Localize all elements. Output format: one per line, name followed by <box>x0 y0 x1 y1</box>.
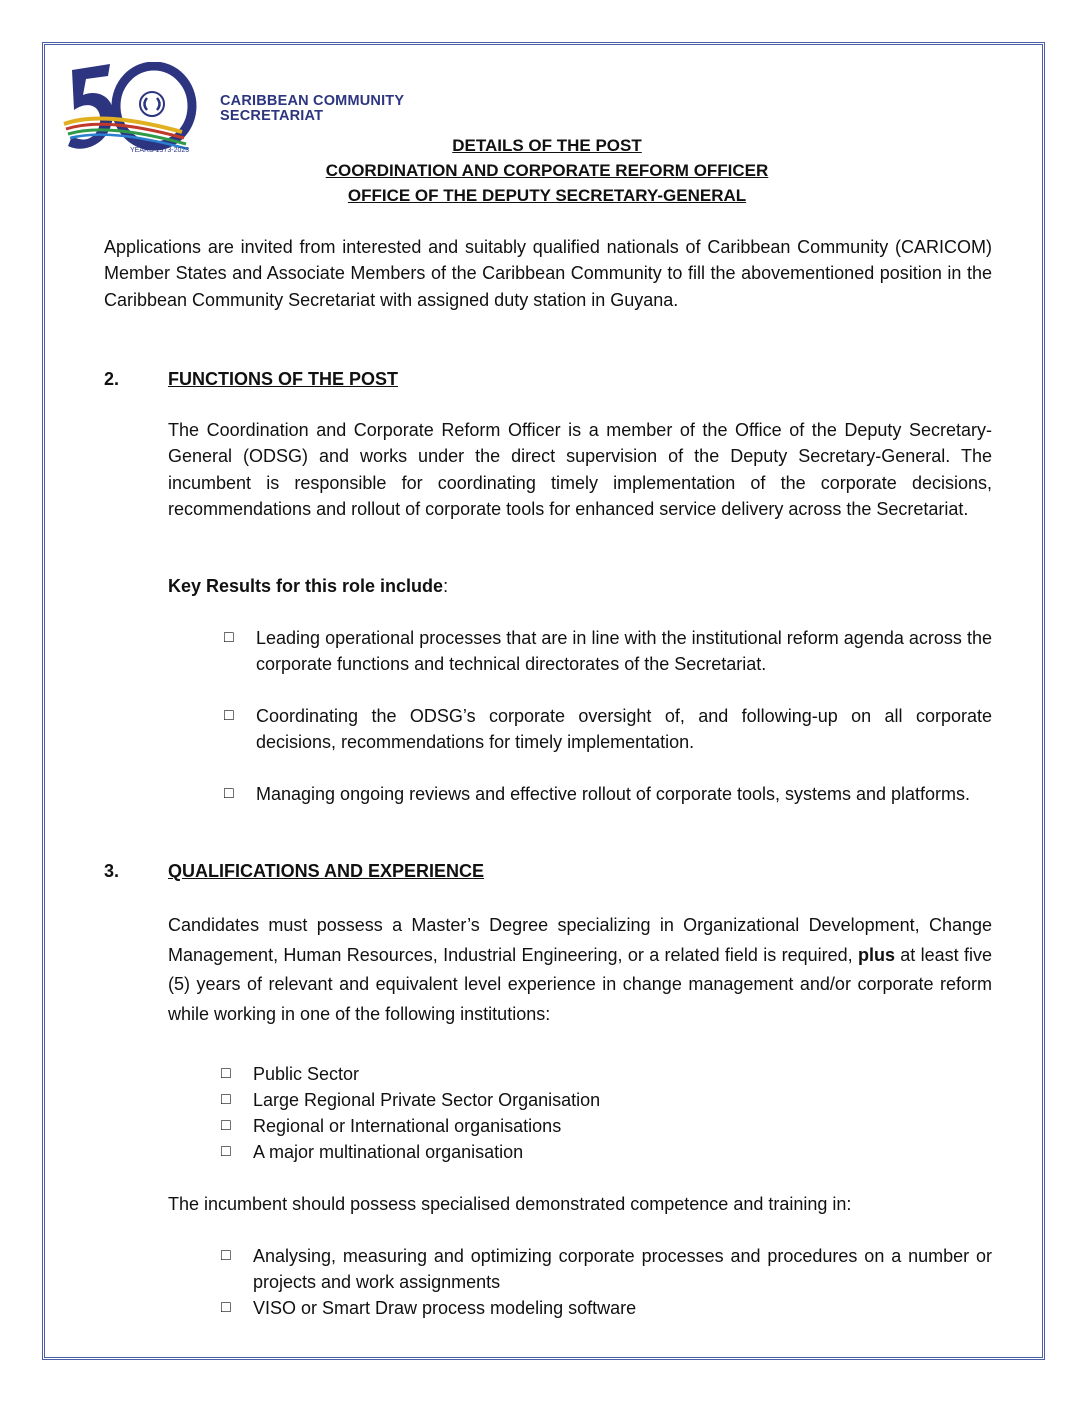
bullet-glyph: □ <box>221 1065 231 1082</box>
competence-item: VISO or Smart Draw process modeling software <box>253 1298 637 1318</box>
bullet-glyph: □ <box>224 629 234 646</box>
competence-item: Analysing, measuring and optimizing corporate processes and procedures on a number or projects and work assignments <box>253 1246 992 1293</box>
title-office: OFFICE OF THE DEPUTY SECRETARY-GENERAL <box>347 186 747 205</box>
bullet-glyph: □ <box>221 1091 231 1108</box>
bullet-glyph: □ <box>224 707 234 724</box>
section-2-number: 2. <box>104 369 120 389</box>
qualifications-paragraph <box>168 911 992 1029</box>
key-result-item: Managing ongoing reviews and effective rollout of corporate tools, systems and platforms. <box>256 784 971 804</box>
key-result-item: Coordinating the ODSG’s corporate oversight of, and following-up on all corporate decisions, recommendations for timely implementation. <box>256 706 992 753</box>
organization-name <box>220 94 404 124</box>
institution-item: A major multinational organisation <box>253 1142 524 1162</box>
intro-paragraph: Applications are invited from interested and suitably qualified nationals of Caribbean Community (CARICOM) Member States and Associate Members of the Caribbean Community to fill the abovementioned position in the Caribbean Community Secretariat with assigned duty station in Guyana. <box>104 237 992 310</box>
bullet-glyph: □ <box>221 1247 231 1264</box>
qualifications-text-1: Candidates must possess a Master’s Degree specializing in Organizational Development, Change Management, Human Resources, Industrial Engineering, or a related field is required, <box>168 915 992 965</box>
institution-item: Regional or International organisations <box>253 1116 562 1136</box>
title-position: COORDINATION AND CORPORATE REFORM OFFICER <box>325 161 769 180</box>
bullet-glyph: □ <box>221 1299 231 1316</box>
section-3-number: 3. <box>104 861 120 881</box>
functions-paragraph: The Coordination and Corporate Reform Officer is a member of the Office of the Deputy Secretary-General (ODSG) and works under the direct supervision of the Deputy Secretary-General. The incumbent is responsible for coordinating timely implementation of the corporate decisions, recommendations and rollout of corporate tools for enhanced service delivery across the Secretariat. <box>168 420 992 519</box>
logo-years-text: YEARS 1973-2023 <box>130 147 190 154</box>
competence-intro: The incumbent should possess specialised demonstrated competence and training in: <box>168 1194 852 1214</box>
bullet-glyph: □ <box>221 1117 231 1134</box>
section-2-heading: FUNCTIONS OF THE POST <box>168 369 399 389</box>
qualifications-text-2: at least five (5) years of relevant and equivalent level experience in change management and/or corporate reform while working in one of the following institutions: <box>168 944 992 1024</box>
key-result-item: Leading operational processes that are in line with the institutional reform agenda across the corporate functions and technical directorates of the Secretariat. <box>256 628 992 675</box>
institution-item: Large Regional Private Sector Organisation <box>253 1090 601 1110</box>
qualifications-bold-plus: plus <box>857 944 895 965</box>
section-3-heading: QUALIFICATIONS AND EXPERIENCE <box>168 861 485 881</box>
org-line-2: SECRETARIAT <box>220 108 324 124</box>
key-results-label <box>168 573 448 599</box>
post-titles <box>0 133 1088 208</box>
org-line-1: CARIBBEAN COMMUNITY <box>220 93 405 109</box>
key-results-colon: : <box>443 576 449 596</box>
key-results-label-text: Key Results for this role include <box>168 576 444 596</box>
institution-item: Public Sector <box>253 1064 360 1084</box>
title-details: DETAILS OF THE POST <box>452 136 642 155</box>
bullet-glyph: □ <box>221 1143 231 1160</box>
bullet-glyph: □ <box>224 785 234 802</box>
